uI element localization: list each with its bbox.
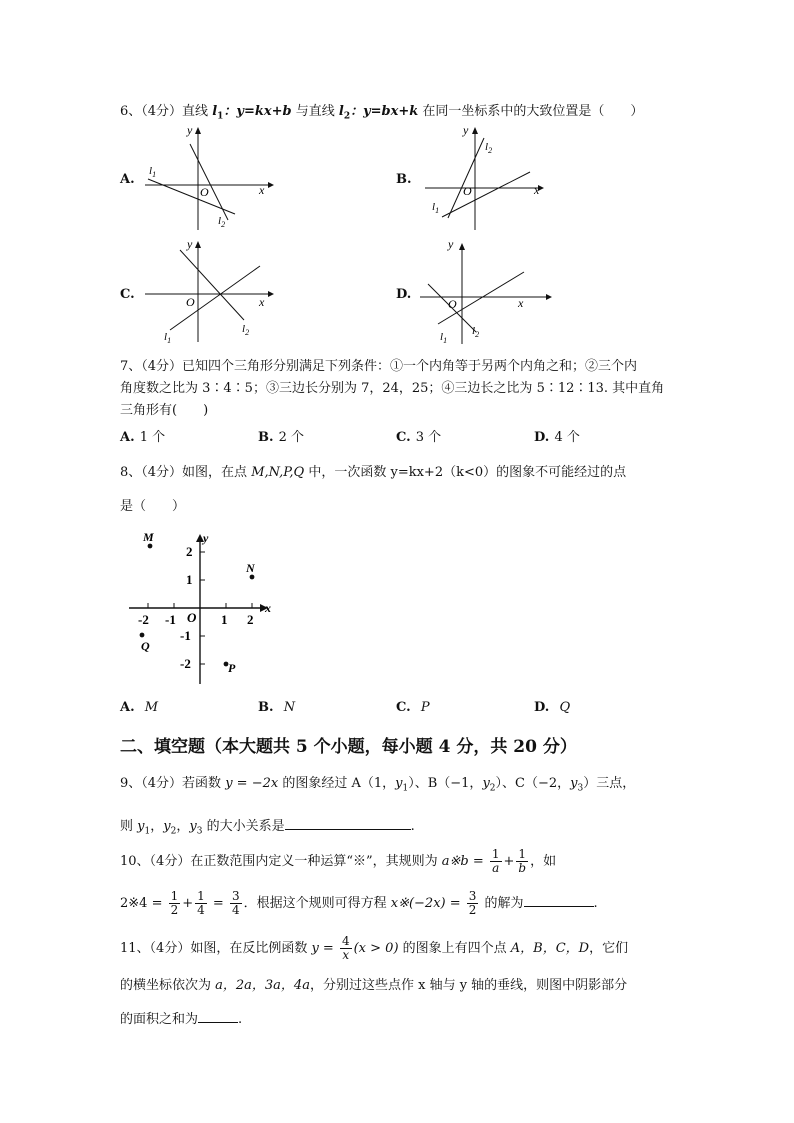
q8-option-d[interactable]: D. Q bbox=[534, 700, 571, 715]
q11-answer-blank[interactable] bbox=[198, 1008, 238, 1023]
q7-line-3: 三角形有( ) bbox=[120, 403, 209, 418]
x-tick-label: -2 bbox=[138, 612, 149, 627]
line-l1-label: $l_1$ bbox=[440, 331, 448, 345]
q10-line-1: 10、（4分）在正数范围内定义一种运算“※”，其规则为 a※b = $\frac{1}{a}$ + $\frac{1}{b}$ ，如 bbox=[120, 847, 557, 875]
q9-line-2: 则 $y_1$，$y_2$，$y_3$ 的大小关系是 . bbox=[120, 815, 415, 842]
point-q-label: Q bbox=[141, 639, 150, 653]
origin-label: O bbox=[187, 610, 197, 625]
q6-graph-d bbox=[420, 236, 560, 348]
q7-option-d[interactable]: D. 4 个 bbox=[534, 430, 580, 445]
q7-option-b[interactable]: B. 2 个 bbox=[258, 430, 305, 445]
line-l2-label: $l_2$ bbox=[472, 325, 480, 339]
q6-option-d[interactable]: D. bbox=[396, 287, 412, 302]
q8-option-c[interactable]: C. P bbox=[396, 700, 430, 715]
q8-line-2: 是（ ） bbox=[120, 499, 186, 514]
axis-y-label: y bbox=[187, 123, 193, 137]
q11-line-1: 11、（4分）如图，在反比例函数 y = $\frac{4}{x}$ (x > 0) 的图象上有四个点 A，B，C，D，它们 bbox=[120, 934, 629, 962]
q7-option-c[interactable]: C. 3 个 bbox=[396, 430, 442, 445]
axis-x-label: x bbox=[265, 601, 271, 615]
x-tick-label: 1 bbox=[221, 612, 228, 627]
point-m bbox=[148, 544, 153, 549]
q6-option-c[interactable]: C. bbox=[120, 287, 135, 302]
q10-answer-blank[interactable] bbox=[524, 892, 594, 907]
q6-graph-c bbox=[140, 236, 275, 348]
q6-option-a[interactable]: A. bbox=[120, 172, 135, 187]
axis-y-label: y bbox=[203, 531, 209, 545]
origin-label: O bbox=[186, 295, 195, 309]
q7-line-2: 角度数之比为 3∶4∶5；③三边长分别为 7，24，25；④三边长之比为 5∶12∶13. 其中直角 bbox=[120, 381, 665, 396]
point-n-label: N bbox=[246, 561, 255, 575]
q8-option-a[interactable]: A. M bbox=[120, 700, 159, 715]
section-title: 二、填空题（本大题共 5 个小题，每小题 4 分，共 20 分） bbox=[120, 737, 577, 757]
axis-x-label: x bbox=[259, 183, 265, 197]
q6-graph-a bbox=[140, 122, 275, 232]
q9-answer-blank[interactable] bbox=[285, 815, 411, 830]
q6-number: 6、（4分） bbox=[120, 104, 183, 119]
y-tick-label: 2 bbox=[186, 544, 193, 559]
point-n bbox=[250, 575, 255, 580]
line-l2-label: $l_2$ bbox=[242, 323, 250, 337]
axis-y-label: y bbox=[187, 237, 193, 251]
y-tick-label: -1 bbox=[180, 628, 191, 643]
q7-option-a[interactable]: A. 1 个 bbox=[120, 430, 166, 445]
point-m-label: M bbox=[143, 530, 154, 544]
line-l2-label: $l_2$ bbox=[485, 141, 493, 155]
point-p-label: P bbox=[228, 661, 236, 675]
line-l1-label: $l_1$ bbox=[432, 201, 440, 215]
axis-x-label: x bbox=[259, 295, 265, 309]
x-tick-label: -1 bbox=[165, 612, 176, 627]
origin-label: O bbox=[463, 184, 472, 198]
line-l1-label: $l_1$ bbox=[164, 331, 172, 345]
y-tick-label: -2 bbox=[180, 656, 191, 671]
q11-line-2: 的横坐标依次为 a，2a，3a，4a，分别过这些点作 x 轴与 y 轴的垂线，则图中阴影部分 bbox=[120, 978, 628, 993]
q10-line-2: 2※4 = $\frac{1}{2}$ + $\frac{1}{4}$ = $\frac{3}{4}$ ．根据这个规则可得方程 x※(−2x) = $\frac{3}{2}$ 的解为 . bbox=[120, 889, 598, 917]
point-q bbox=[140, 633, 145, 638]
q9-line-1: 9、（4分）若函数 y = −2x 的图象经过 A（1，$y_1$）、B（−1，$y_2$）、C（−2，$y_3$）三点， bbox=[120, 776, 636, 794]
q6-option-b[interactable]: B. bbox=[396, 172, 412, 187]
q6-stem: 6、（4分）直线 $l_1$：y=kx+b 与直线 $l_2$：y=bx+k 在同一坐标系中的大致位置是（ ） bbox=[120, 104, 644, 122]
q8-figure bbox=[124, 528, 284, 688]
origin-label: O bbox=[200, 185, 209, 199]
q7-line-1: 7、（4分）已知四个三角形分别满足下列条件：①一个内角等于另两个内角之和；②三个内 bbox=[120, 359, 638, 374]
axis-y-label: y bbox=[448, 237, 454, 251]
axis-x-label: x bbox=[518, 296, 524, 310]
line-l2-label: $l_2$ bbox=[218, 215, 226, 229]
q8-line-1: 8、（4分）如图，在点 M,N,P,Q 中，一次函数 y=kx+2（k<0）的图象不可能经过的点 bbox=[120, 465, 627, 480]
y-tick-label: 1 bbox=[186, 572, 193, 587]
line-l1-label: $l_1$ bbox=[149, 165, 157, 179]
origin-label: O bbox=[448, 297, 457, 311]
x-tick-label: 2 bbox=[247, 612, 254, 627]
q11-line-3: 的面积之和为 . bbox=[120, 1008, 242, 1030]
q8-option-b[interactable]: B. N bbox=[258, 700, 296, 715]
q6-graph-b bbox=[420, 122, 550, 232]
axis-x-label: x bbox=[534, 183, 540, 197]
axis-y-label: y bbox=[463, 123, 469, 137]
